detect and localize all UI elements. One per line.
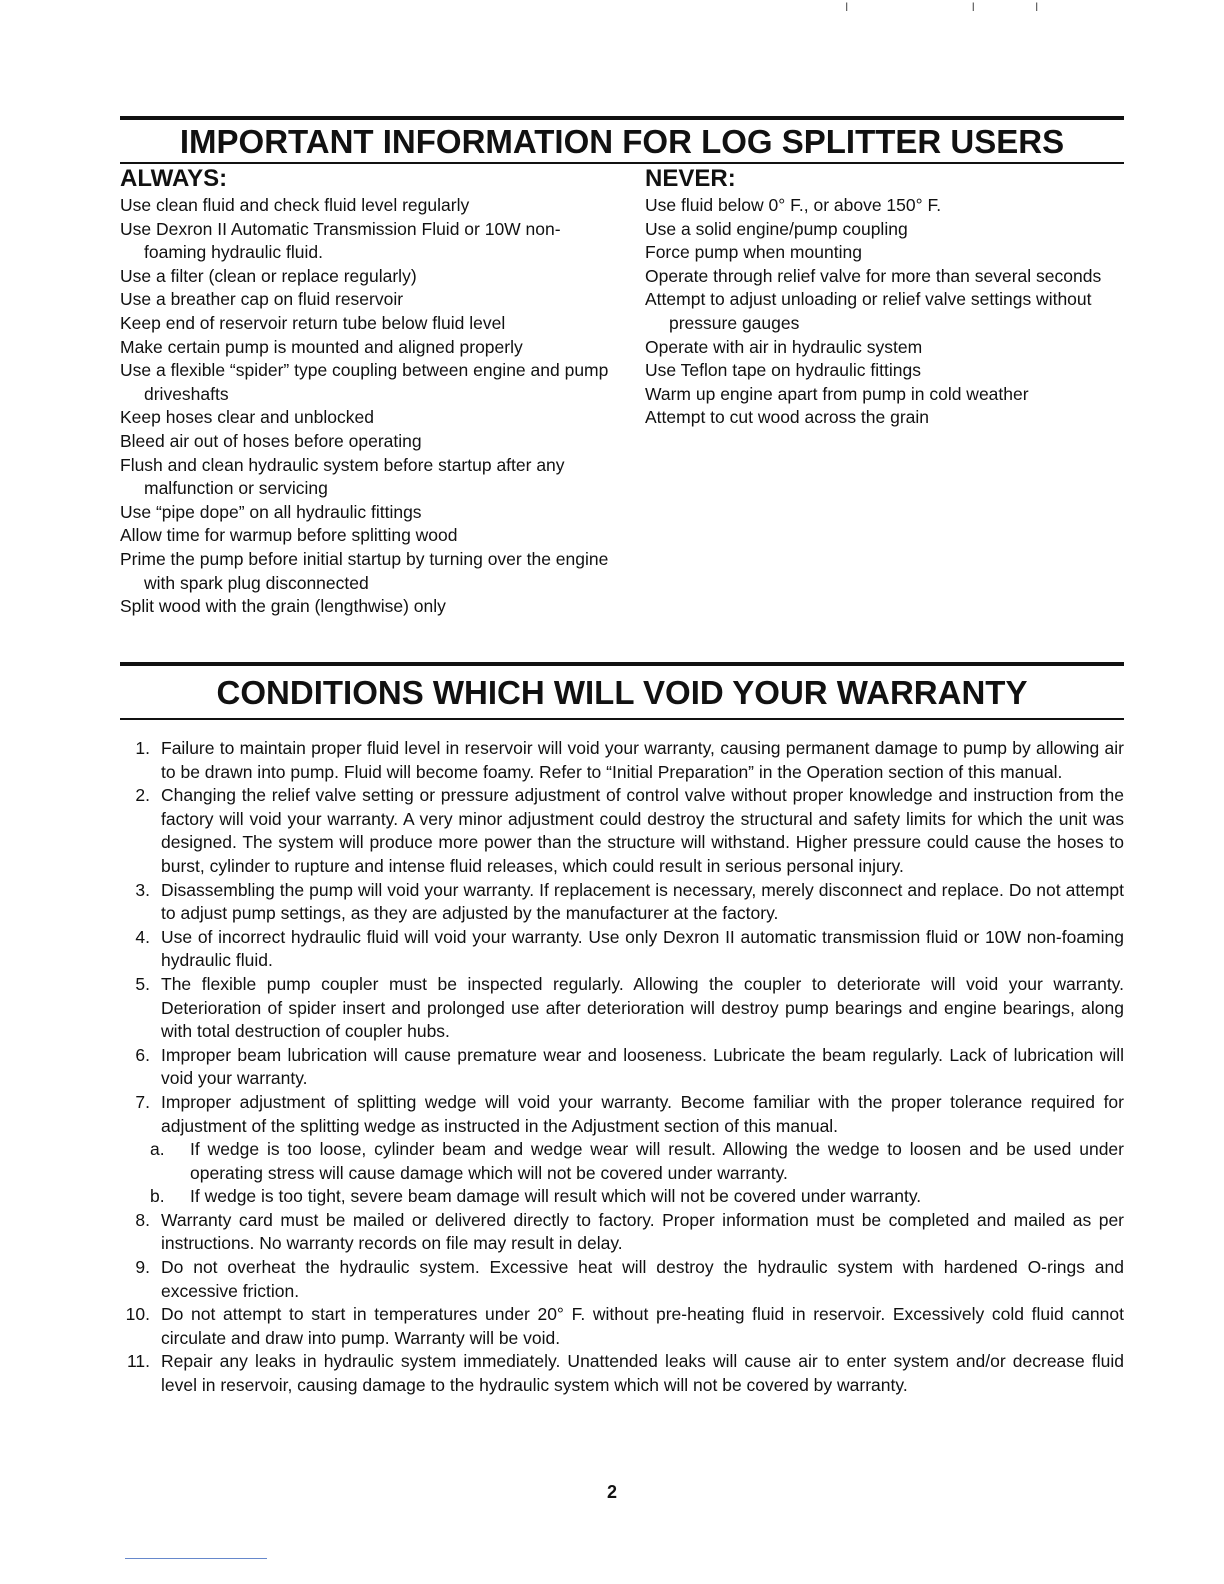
subitem-letter: b. xyxy=(150,1186,165,1207)
list-item: Force pump when mounting xyxy=(645,242,862,263)
item-number: 11. xyxy=(126,1351,150,1372)
always-column xyxy=(120,164,620,619)
warranty-subitem xyxy=(120,1185,1124,1209)
item-text: Changing the relief valve setting or pressure adjustment of control valve without proper knowledge and instruction from the factory will void your warranty. A very minor adjustment could destroy the structural and safety limits for which the unit was designed. The system will produce more power than the structure will withstand. Higher pressure could cause the hoses to burst, cylinder to rupture and intense fluid releases, which could result in serious personal injury. xyxy=(161,785,1124,876)
item-text: Repair any leaks in hydraulic system immediately. Unattended leaks will cause air to enter system and/or decrease fluid level in reservoir, causing damage to the hydraulic system which will not be covered by warranty. xyxy=(161,1351,1124,1396)
list-item: Use a filter (clean or replace regularly) xyxy=(120,265,417,286)
item-number: 2. xyxy=(135,785,150,806)
item-number: 1. xyxy=(135,738,150,758)
item-number: 8. xyxy=(135,1209,150,1230)
warranty-item xyxy=(120,1209,1124,1256)
never-column xyxy=(645,164,1115,430)
warranty-item xyxy=(120,1303,1124,1350)
list-item: Warm up engine apart from pump in cold weather xyxy=(645,383,1029,404)
item-text: Do not overheat the hydraulic system. Excessive heat will destroy the hydraulic system with hardened O-rings and excessive friction. xyxy=(161,1257,1124,1301)
warranty-item xyxy=(120,1091,1124,1138)
list-item: Use a flexible “spider” type coupling between engine and pump driveshafts xyxy=(120,360,609,404)
list-item: Use “pipe dope” on all hydraulic fittings xyxy=(120,501,422,522)
warranty-item xyxy=(120,737,1124,784)
item-text: Use of incorrect hydraulic fluid will void your warranty. Use only Dexron II automatic transmission fluid or 10W non-foaming hydraulic fluid. xyxy=(161,926,1124,971)
never-list xyxy=(645,194,1115,430)
subitem-text: If wedge is too loose, cylinder beam and wedge wear will result. Allowing the wedge to loosen and be used under operating stress will cause damage which will not be covered under warranty. xyxy=(190,1139,1124,1183)
item-text: Improper adjustment of splitting wedge will void your warranty. Become familiar with the proper tolerance required for adjustment of the splitting wedge as instructed in the Adjustment section of this manual. xyxy=(161,1091,1124,1136)
page-number: 2 xyxy=(606,1482,617,1502)
item-text: Failure to maintain proper fluid level in reservoir will void your warranty, causing permanent damage to pump by allowing air to be drawn into pump. Fluid will become foamy. Refer to “Initial Preparation” in the Operation section of this manual. xyxy=(161,738,1124,782)
always-title: ALWAYS: xyxy=(120,165,228,192)
list-item: Keep end of reservoir return tube below fluid level xyxy=(120,312,506,333)
warranty-item xyxy=(120,973,1124,1044)
item-number: 7. xyxy=(135,1091,150,1112)
warranty-item xyxy=(120,879,1124,926)
item-number: 6. xyxy=(135,1044,150,1065)
list-item: Use clean fluid and check fluid level regularly xyxy=(120,195,470,215)
item-text: The flexible pump coupler must be inspected regularly. Allowing the coupler to deteriorate will void your warranty. Deterioration of spider insert and prolonged use after deterioration will destroy pump bearings and engine bearings, along with total destruction of coupler hubs. xyxy=(161,973,1124,1042)
item-number: 4. xyxy=(135,926,150,947)
list-item: Prime the pump before initial startup by turning over the engine with spark plug disconnected xyxy=(120,548,609,593)
list-item: Flush and clean hydraulic system before startup after any malfunction or servicing xyxy=(120,454,565,499)
always-list xyxy=(120,194,620,619)
item-text: Warranty card must be mailed or delivered directly to factory. Proper information must be completed and mailed as per instructions. No warranty records on file may result in delay. xyxy=(161,1209,1124,1254)
list-item: Operate through relief valve for more than several seconds xyxy=(645,265,1102,286)
important-info-heading: IMPORTANT INFORMATION FOR LOG SPLITTER USERS xyxy=(120,116,1124,164)
subitem-text: If wedge is too tight, severe beam damage will result which will not be covered under warranty. xyxy=(190,1186,922,1207)
list-item: Use fluid below 0° F., or above 150° F. xyxy=(645,195,942,215)
warranty-item xyxy=(120,784,1124,878)
list-item: Use a solid engine/pump coupling xyxy=(645,218,908,239)
list-item: Operate with air in hydraulic system xyxy=(645,336,923,357)
warranty-item xyxy=(120,1044,1124,1091)
scan-marks: I II xyxy=(845,0,1099,14)
warranty-item xyxy=(120,1256,1124,1303)
item-number: 9. xyxy=(135,1257,150,1278)
item-number: 3. xyxy=(135,879,150,900)
warranty-item xyxy=(120,1350,1124,1397)
warranty-heading: CONDITIONS WHICH WILL VOID YOUR WARRANTY xyxy=(120,662,1124,720)
item-text: Improper beam lubrication will cause premature wear and looseness. Lubricate the beam regularly. Lack of lubrication will void your warranty. xyxy=(161,1044,1124,1089)
item-text: Do not attempt to start in temperatures under 20° F. without pre-heating fluid in reservoir. Excessively cold fluid cannot circulate and draw into pump. Warranty will be void. xyxy=(161,1304,1124,1348)
list-item: Use a breather cap on fluid reservoir xyxy=(120,289,404,310)
warranty-subitem xyxy=(120,1138,1124,1185)
item-number: 5. xyxy=(135,973,150,994)
item-text: Disassembling the pump will void your warranty. If replacement is necessary, merely disconnect and replace. Do not attempt to adjust pump settings, as they are adjusted by the manufacturer at the factory. xyxy=(161,879,1124,924)
never-title: NEVER: xyxy=(645,165,736,192)
list-item: Attempt to cut wood across the grain xyxy=(645,407,930,428)
list-item: Attempt to adjust unloading or relief valve settings without pressure gauges xyxy=(645,289,1092,333)
list-item: Split wood with the grain (lengthwise) only xyxy=(120,596,446,617)
warranty-conditions-list xyxy=(120,737,1124,1398)
list-item: Bleed air out of hoses before operating xyxy=(120,430,422,451)
item-number: 10. xyxy=(125,1304,150,1325)
warranty-item xyxy=(120,926,1124,973)
list-item: Use Teflon tape on hydraulic fittings xyxy=(645,360,921,381)
divider xyxy=(125,1558,267,1559)
list-item: Keep hoses clear and unblocked xyxy=(120,407,374,428)
list-item: Use Dexron II Automatic Transmission Fluid or 10W non-foaming hydraulic fluid. xyxy=(120,218,561,263)
subitem-letter: a. xyxy=(150,1139,165,1160)
list-item: Make certain pump is mounted and aligned properly xyxy=(120,336,523,357)
list-item: Allow time for warmup before splitting wood xyxy=(120,525,458,546)
